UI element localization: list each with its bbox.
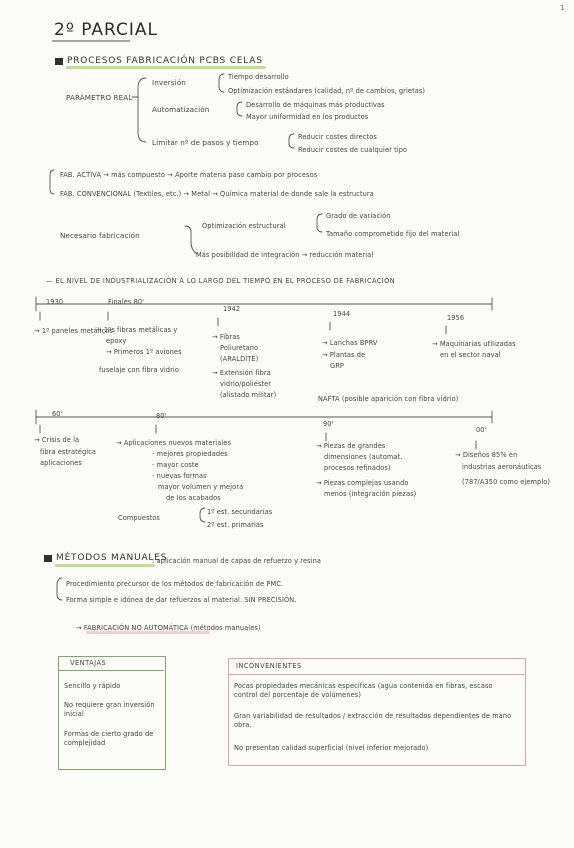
disadvantage-item: Pocas propiedades mecánicas específicas (agua contenida en fibras, escaso control del porcentaje de volúmenes) bbox=[234, 682, 493, 699]
section-subtitle: : aplicación manual de capas de refuerzo y resina bbox=[152, 557, 322, 565]
page-number: 1 bbox=[560, 4, 565, 12]
timeline1-note: vidrio/poliéster bbox=[220, 380, 272, 388]
branch2-item: Desarrollo de máquinas más productivas bbox=[246, 101, 385, 109]
timeline2-year: 90' bbox=[323, 420, 334, 428]
section-line: Procedimiento precursor de los métodos de fabricación de PMC. bbox=[66, 580, 284, 588]
timeline1-note: fuselaje con fibra vidrio bbox=[99, 366, 179, 374]
optimization-item: Tamaño comprometido fijo del material bbox=[326, 230, 460, 238]
timeline2-note: mayor volumen y mejora bbox=[158, 483, 244, 491]
timeline1-year: 1942 bbox=[223, 305, 241, 313]
timeline2-note: 2º est. primarias bbox=[207, 521, 264, 529]
timeline2-note: 1º est. secundarias bbox=[207, 508, 273, 516]
arrow-line: → FABRICACIÓN NO AUTOMÁTICA (métodos manuales) bbox=[76, 624, 261, 632]
branch2-item: Mayor uniformidad en los productos bbox=[246, 113, 369, 121]
timeline1-year: Finales 80' bbox=[108, 298, 145, 306]
timeline2-note: - mejores propiedades bbox=[152, 450, 228, 458]
root-label: PARÁMETRO REAL bbox=[66, 93, 133, 102]
branch1-item: Tiempo desarrollo bbox=[228, 73, 289, 81]
timeline2-note: → Diseños 85% en bbox=[455, 451, 518, 459]
timeline2-note: → Crisis de la bbox=[34, 436, 80, 444]
bracket-line: FAB. CONVENCIONAL (Textiles, etc.) → Metal → Química material de donde sale la estructura bbox=[60, 190, 374, 198]
timeline1-note: → Maquinarias utilizadas bbox=[432, 340, 516, 348]
section-heading: PROCESOS FABRICACIÓN PCBS CELAS bbox=[67, 56, 263, 66]
integration-line: Más posibilidad de integración → reducción material bbox=[196, 251, 374, 259]
industrialization-line: — EL NIVEL DE INDUSTRIALIZACIÓN A LO LARGO DEL TIEMPO EN EL PROCESO DE FABRICACIÓN bbox=[46, 277, 396, 285]
timeline1-note: epoxy bbox=[106, 337, 127, 345]
timeline2-note: → Piezas de grandes bbox=[316, 442, 386, 450]
timeline1-note: → Extensión fibra bbox=[212, 369, 271, 377]
advantage-item: Formas de cierto grado de complejidad bbox=[64, 730, 154, 747]
advantage-item: No requiere gran inversión inicial bbox=[64, 701, 155, 718]
timeline2-note: procesos refinados) bbox=[324, 464, 391, 472]
timeline2-note: - mayor coste bbox=[152, 461, 199, 469]
section-heading: MÉTODOS MANUALES bbox=[56, 553, 168, 563]
advantages-title: VENTAJAS bbox=[70, 659, 107, 667]
timeline2-note: industrias aeronáuticas bbox=[462, 463, 542, 471]
timeline1-note: GRP bbox=[330, 362, 344, 370]
requirement-label: Necesario fabricación bbox=[60, 231, 140, 240]
branch3-item: Reducir costes de cualquier tipo bbox=[298, 146, 408, 154]
timeline1-note: (ARALDITE) bbox=[220, 355, 259, 363]
disadvantage-item: Gran variabilidad de resultados / extracción de resultados dependientes de mano obra. bbox=[234, 712, 512, 729]
timeline2-note: de los acabados bbox=[166, 494, 221, 502]
timeline1-year: 1944 bbox=[333, 310, 351, 318]
timeline2-note: → Aplicaciones nuevos materiales bbox=[116, 439, 232, 447]
timeline1-note: (alistado militar) bbox=[220, 391, 277, 399]
timeline2-year: 80' bbox=[156, 412, 167, 420]
timeline2-year: 00' bbox=[476, 426, 487, 434]
timeline1-note: → Primeros 1º aviones bbox=[106, 348, 182, 356]
timeline2-note: - nuevas formas bbox=[152, 472, 207, 480]
timeline2-note: Compuestos bbox=[118, 514, 160, 522]
timeline2-note: menos (integración piezas) bbox=[324, 490, 417, 498]
branch3-label: Limitar nº de pasos y tiempo bbox=[152, 138, 259, 147]
timeline1-note: → Lanchas BPRV bbox=[322, 339, 378, 347]
timeline2-note: dimensiones (automat. bbox=[324, 453, 403, 461]
timeline1-note: → Plantas de bbox=[322, 351, 366, 359]
disadvantages-title: INCONVENIENTES bbox=[236, 662, 302, 670]
disadvantage-item: No presentan calidad superficial (nivel inferior mejorado) bbox=[234, 744, 429, 752]
page-title: 2º PARCIAL bbox=[54, 20, 158, 40]
timeline2-note: (787/A350 como ejemplo) bbox=[462, 478, 551, 486]
section-line: Forma simple e idónea de dar refuerzos al material. SIN PRECISIÓN. bbox=[66, 596, 297, 604]
branch3-item: Reducir costes directos bbox=[298, 133, 377, 141]
timeline2-note: fibra estratégica bbox=[40, 448, 97, 456]
timeline2-year: 60' bbox=[52, 410, 63, 418]
timeline2-note: aplicaciones bbox=[40, 459, 82, 467]
optimization-label: Optimización estructural bbox=[202, 222, 286, 230]
optimization-item: Grado de variación bbox=[326, 212, 391, 220]
timeline1-note: en el sector naval bbox=[440, 351, 501, 359]
branch2-label: Automatización bbox=[152, 105, 210, 114]
timeline1-note: → Fibras bbox=[212, 333, 240, 341]
branch1-item: Optimización estándares (calidad, nº de cambios, grietas) bbox=[228, 87, 426, 95]
timeline1-year: 1930 bbox=[46, 298, 64, 306]
branch1-label: Inversión bbox=[152, 78, 186, 87]
timeline2-note: → Piezas complejas usando bbox=[316, 479, 409, 487]
timeline1-footer: NAFTA (posible aparición con fibra vidrio) bbox=[318, 395, 459, 403]
timeline1-note: → 1º paneles metálicos bbox=[34, 327, 113, 335]
timeline1-year: 1956 bbox=[447, 314, 465, 322]
timeline1-note: → 1ºs fibras metálicas y bbox=[96, 326, 178, 334]
timeline1-note: Poliuretano bbox=[220, 344, 259, 352]
bracket-line: FAB. ACTIVA → más compuesto → Aporte materia paso cambio por procesos bbox=[60, 171, 318, 179]
advantage-item: Sencillo y rápido bbox=[64, 682, 121, 690]
